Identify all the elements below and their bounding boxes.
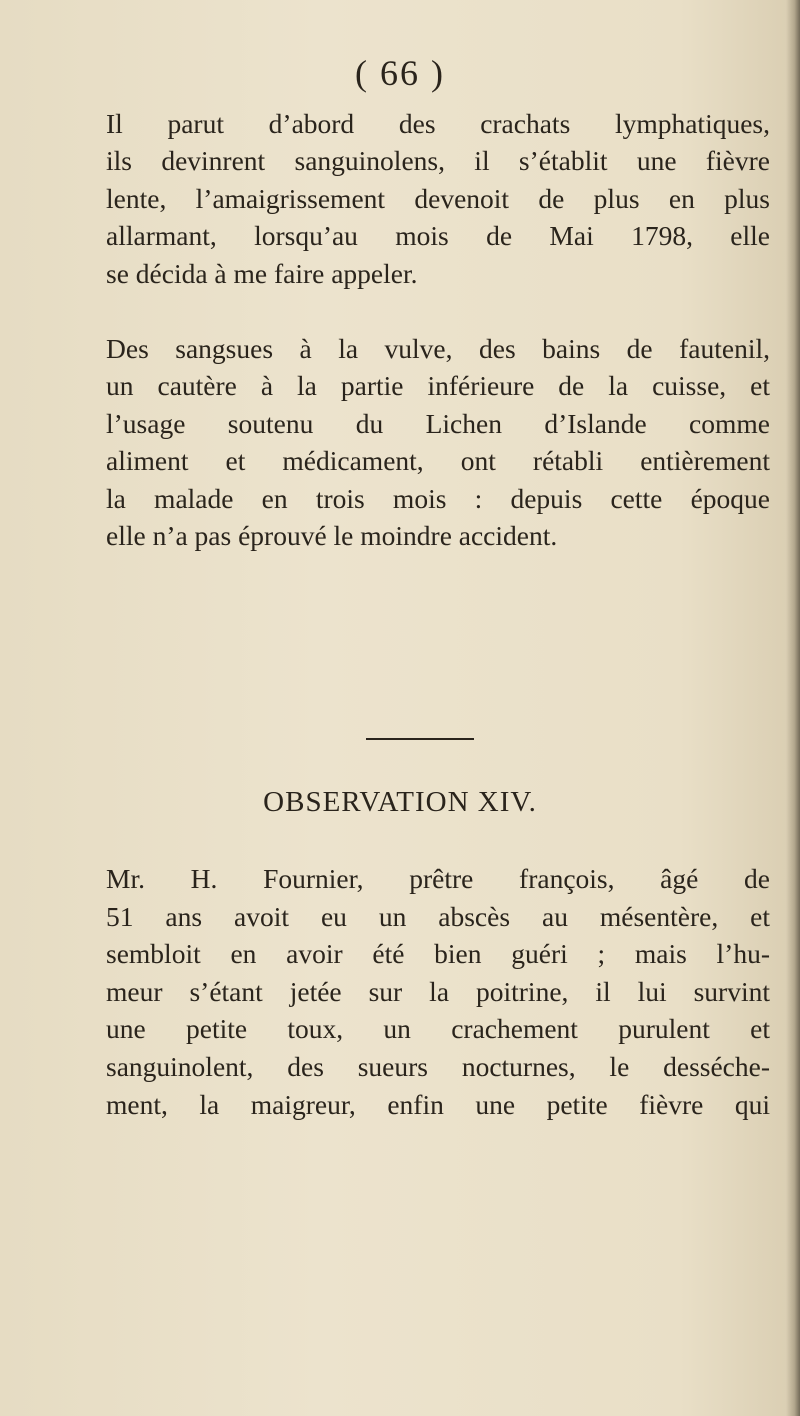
text-line: Mr. H. Fournier, prêtre françois, âgé de — [106, 863, 770, 894]
text-line: meur s’étant jetée sur la poitrine, il lui survint — [106, 975, 770, 1007]
paragraph-1 — [106, 105, 770, 292]
text-line: un cautère à la partie inférieure de la cuisse, et — [106, 370, 770, 402]
text-line: elle n’a pas éprouvé le moindre accident. — [106, 520, 558, 552]
text-line: 51 ans avoit eu un abscès au mésentère, et — [106, 900, 770, 932]
text-line: ment, la maigreur, enfin une petite fièvre qui — [106, 1088, 770, 1120]
paragraph-3 — [106, 860, 770, 1123]
text-line: une petite toux, un crachement purulent et — [106, 1013, 770, 1045]
text-line: aliment et médicament, ont rétabli entièrement — [106, 445, 770, 477]
text-line: lente, l’amaigrissement devenoit de plus en plus — [106, 182, 770, 214]
text-line: se décida à me faire appeler. — [106, 257, 418, 289]
text-line: sanguinolent, des sueurs nocturnes, le desséche- — [106, 1050, 770, 1082]
observation-heading: OBSERVATION XIV. — [263, 786, 537, 818]
section-divider — [366, 738, 474, 740]
text-line: la malade en trois mois : depuis cette époque — [106, 482, 770, 514]
text-line: sembloit en avoir été bien guéri ; mais l’hu- — [106, 938, 770, 970]
page-edge-shadow — [786, 0, 800, 1416]
text-line: l’usage soutenu du Lichen d’Islande comme — [106, 407, 770, 439]
text-line: Il parut d’abord des crachats lymphatiques, — [106, 108, 770, 139]
text-line: Des sangsues à la vulve, des bains de fautenil, — [106, 333, 770, 364]
paragraph-2 — [106, 330, 770, 554]
text-line: ils devinrent sanguinolens, il s’établit une fièvre — [106, 145, 770, 177]
page-number: ( 66 ) — [355, 53, 445, 93]
text-line: allarmant, lorsqu’au mois de Mai 1798, elle — [106, 220, 770, 252]
